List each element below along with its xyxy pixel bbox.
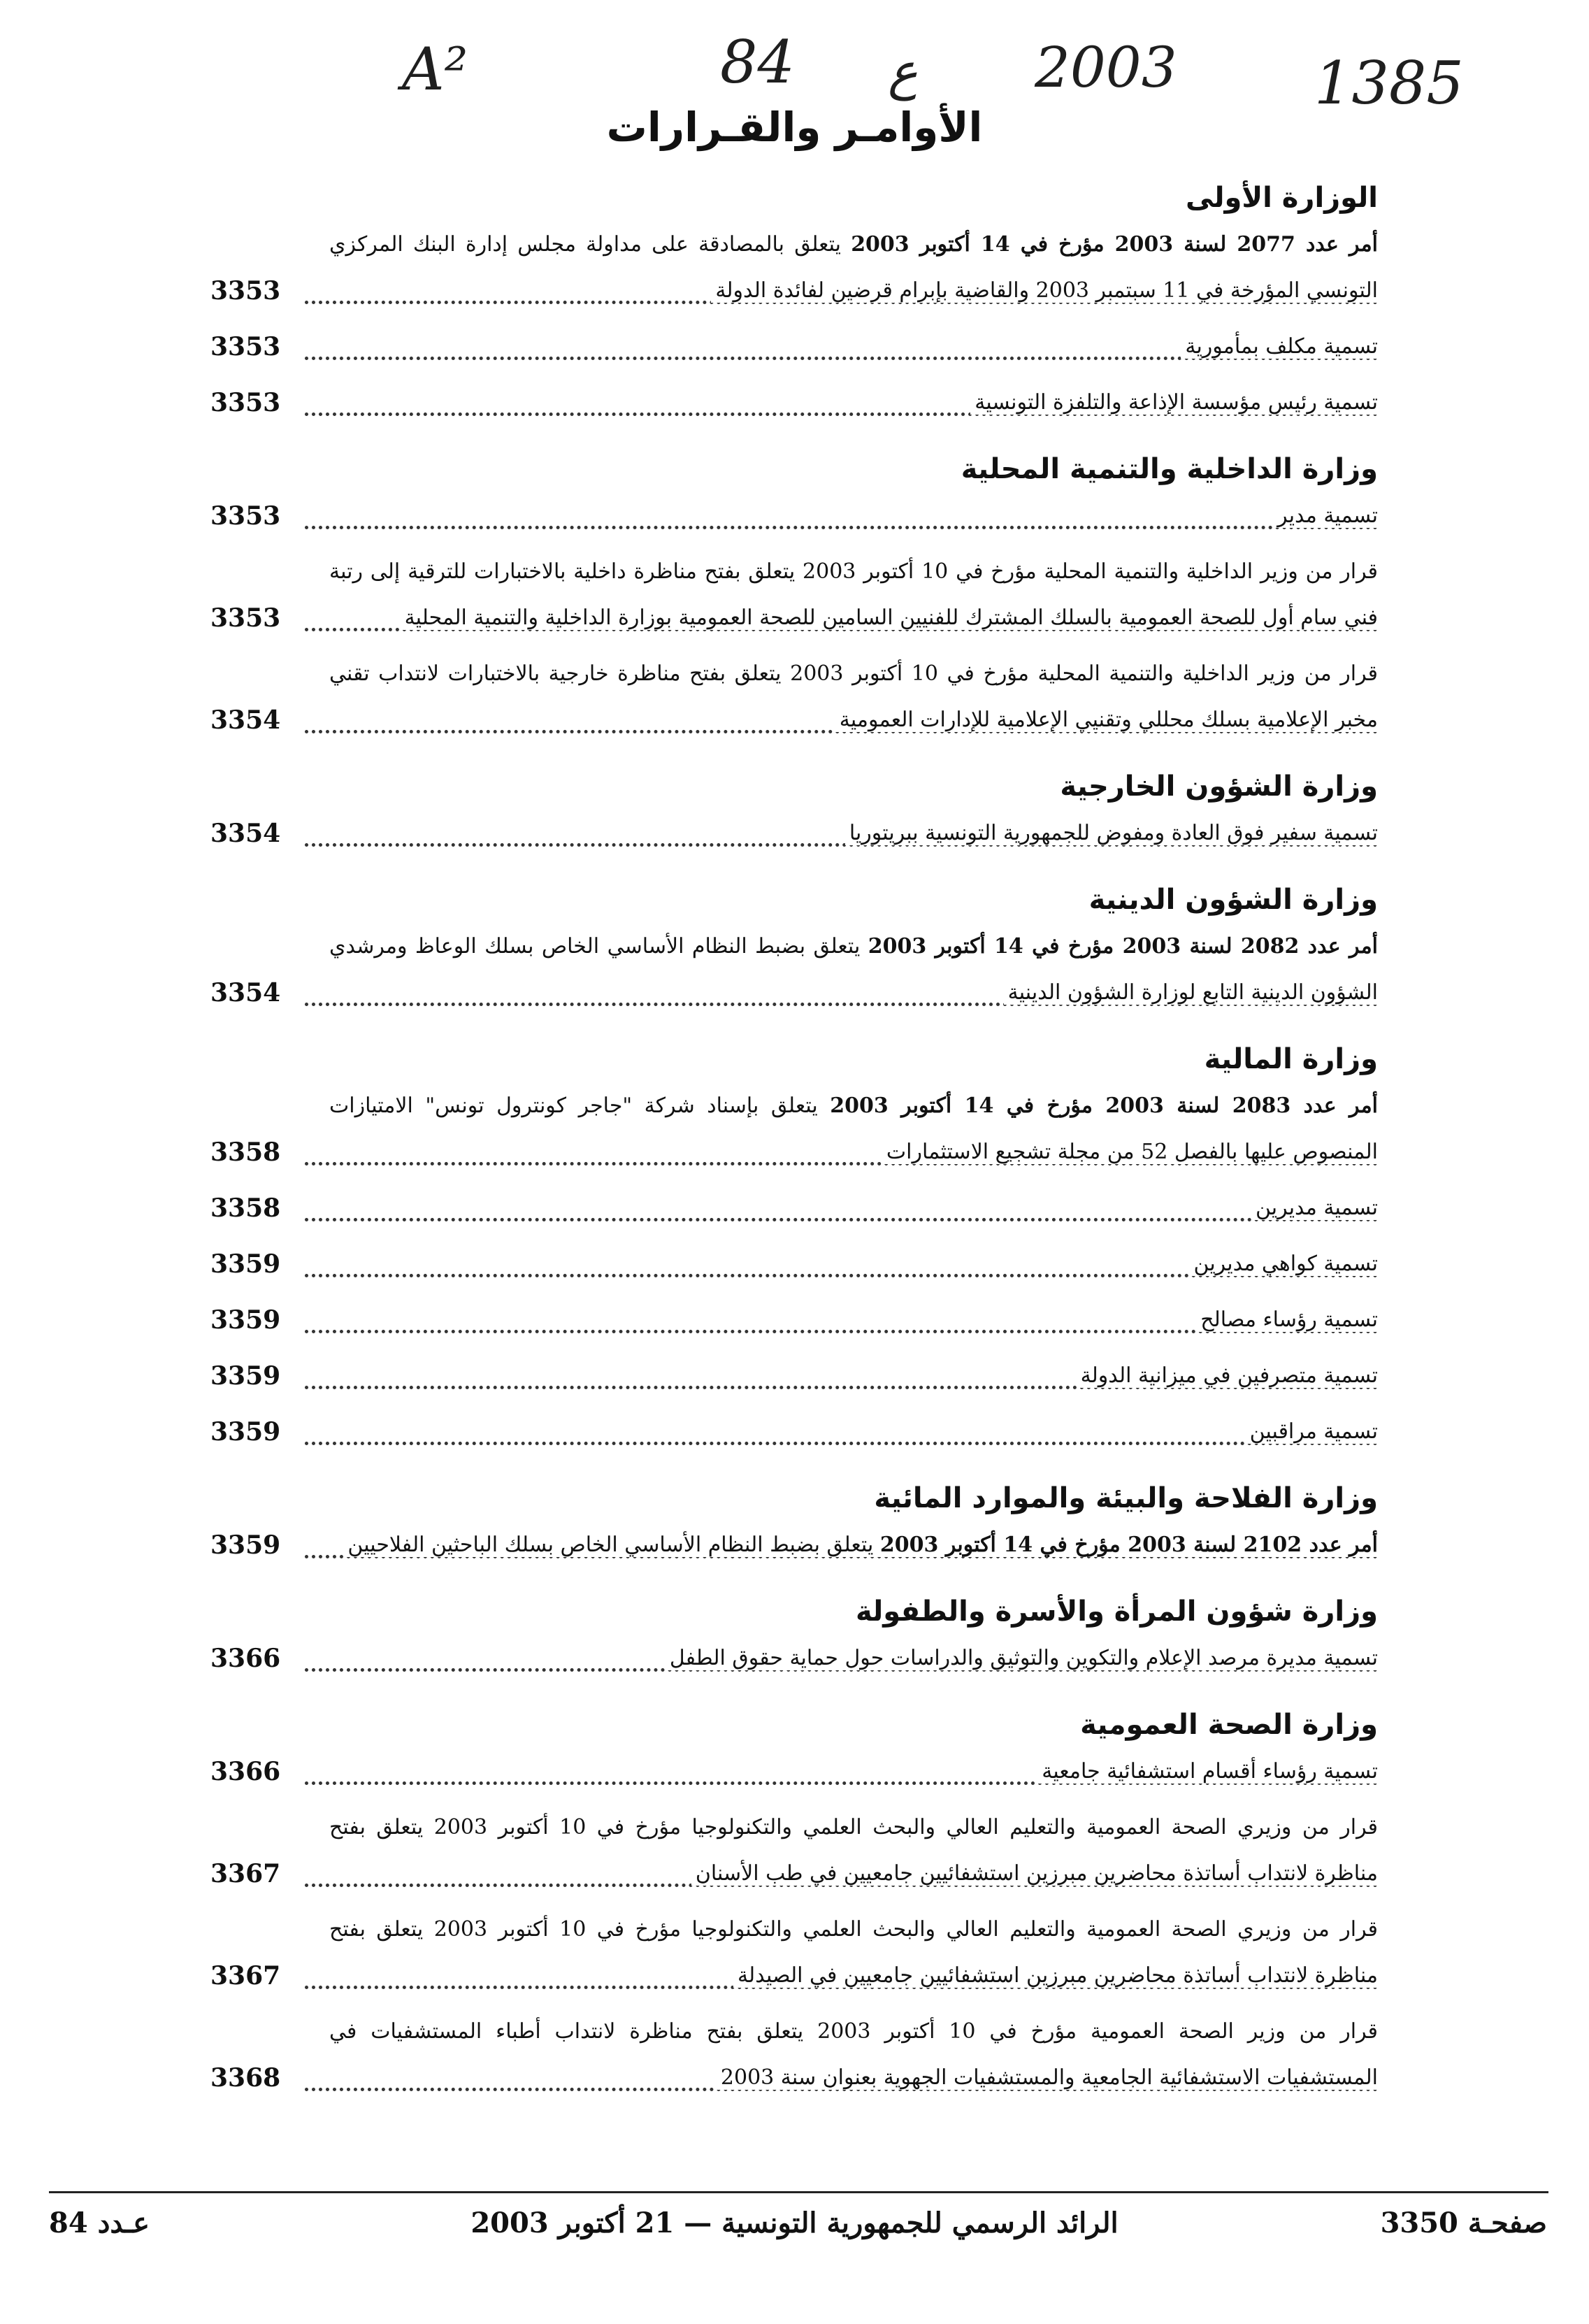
page-reference: 3367 (210, 1859, 281, 1888)
ministry-section (210, 866, 1378, 1016)
page-reference: 3367 (210, 1961, 281, 1991)
ministry-heading: الوزارة الأولى (1186, 182, 1378, 214)
handwritten-mark-number: 1385 (1314, 49, 1464, 117)
ministry-heading: وزارة شؤون المرأة والأسرة والطفولة (855, 1595, 1378, 1628)
page-reference: 3366 (210, 1757, 281, 1786)
ministry-section (210, 1691, 1378, 2101)
page-reference: 3353 (210, 332, 281, 361)
toc-entry[interactable] (210, 1409, 1378, 1455)
page-reference: 3368 (210, 2063, 281, 2093)
ministry-heading: وزارة الفلاحة والبيئة والموارد المائية (874, 1482, 1378, 1514)
toc-entry[interactable] (210, 380, 1378, 426)
entry-description: تسمية مديرين (1255, 1196, 1378, 1220)
toc-entry[interactable] (210, 1749, 1378, 1795)
toc-entry[interactable] (210, 1522, 1378, 1568)
ministry-section (210, 753, 1378, 856)
page-reference: 3359 (210, 1249, 281, 1279)
ministry-section (210, 164, 1378, 426)
entry-description: قرار من وزيري الصحة العمومية والتعليم العالي والبحث العلمي والتكنولوجيا مؤرخ في 10 أكتوبر 2003 يتعلق بفتح مناظرة لانتداب أساتذة محاضرين مبرزين استشفائيين جامعيين في الصيدلة (329, 1917, 1378, 1988)
ministry-heading: وزارة الصحة العمومية (1080, 1709, 1378, 1741)
footer-page-number: صفحـة 3350 (1380, 2207, 1547, 2239)
ministry-heading: وزارة الشؤون الدينية (1088, 884, 1378, 916)
page-title: الأوامـر والقـرارات (606, 103, 983, 151)
ministry-section (210, 1026, 1378, 1455)
page-reference: 3353 (210, 501, 281, 531)
entry-description: يتعلق بضبط النظام الأساسي الخاص بسلك الوعاظ ومرشدي الشؤون الدينية التابع لوزارة الشؤون الدينية (329, 934, 1378, 1005)
entry-description: قرار من وزيري الصحة العمومية والتعليم العالي والبحث العلمي والتكنولوجيا مؤرخ في 10 أكتوبر 2003 يتعلق بفتح مناظرة لانتداب أساتذة محاضرين مبرزين استشفائيين جامعيين في طب الأسنان (329, 1815, 1378, 1886)
entry-description: قرار من وزير الصحة العمومية مؤرخ في 10 أكتوبر 2003 يتعلق بفتح مناظرة لانتداب أطباء المستشفيات في المستشفيات الاستشفائية الجامعية والمستشفيات الجهوية بعنوان سنة 2003 (329, 2019, 1378, 2090)
page-reference: 3353 (210, 603, 281, 633)
toc-entry[interactable] (210, 2009, 1378, 2101)
page-reference: 3366 (210, 1644, 281, 1673)
page-reference: 3353 (210, 388, 281, 417)
toc-entry[interactable] (210, 324, 1378, 370)
toc-entry[interactable] (210, 222, 1378, 314)
entry-description: تسمية مكلف بمأمورية (1185, 334, 1378, 359)
entry-description: تسمية مدير (1277, 503, 1378, 528)
ministry-heading: وزارة المالية (1204, 1043, 1378, 1075)
entry-description: تسمية مديرة مرصد الإعلام والتكوين والتوثيق والدراسات حول حماية حقوق الطفل (669, 1646, 1378, 1670)
page-reference: 3358 (210, 1193, 281, 1223)
entry-description: يتعلق بضبط النظام الأساسي الخاص بسلك الباحثين الفلاحيين (347, 1533, 880, 1557)
decree-reference: أمر عدد 2102 لسنة 2003 مؤرخ في 14 أكتوبر 2003 (879, 1533, 1378, 1557)
toc-entry[interactable] (210, 1907, 1378, 1999)
toc-entry[interactable] (210, 1241, 1378, 1287)
footer-divider (49, 2191, 1548, 2193)
handwritten-mark-year: 2003 (1035, 35, 1177, 100)
page-reference: 3354 (210, 705, 281, 735)
decree-reference: أمر عدد 2082 لسنة 2003 مؤرخ في 14 أكتوبر 2003 (868, 934, 1378, 959)
entry-description: تسمية مراقبين (1249, 1419, 1378, 1444)
toc-entry[interactable] (210, 1297, 1378, 1343)
toc-entry[interactable] (210, 651, 1378, 743)
handwritten-mark-a2: A² (402, 35, 468, 103)
page-reference: 3353 (210, 276, 281, 306)
entry-description: تسمية متصرفين في ميزانية الدولة (1080, 1363, 1378, 1388)
entry-description: تسمية رئيس مؤسسة الإذاعة والتلفزة التونسية (975, 390, 1378, 415)
ministry-heading: وزارة الداخلية والتنمية المحلية (961, 453, 1378, 485)
page-reference: 3358 (210, 1138, 281, 1167)
ministry-heading: وزارة الشؤون الخارجية (1060, 770, 1378, 803)
toc-entry[interactable] (210, 1353, 1378, 1399)
handwritten-mark-ain: ع (888, 42, 918, 101)
decree-reference: أمر عدد 2077 لسنة 2003 مؤرخ في 14 أكتوبر 2003 (851, 232, 1378, 257)
ministry-section (210, 436, 1378, 743)
entry-description: تسمية سفير فوق العادة ومفوض للجمهورية التونسية ببريتوريا (849, 821, 1378, 845)
entry-description: تسمية رؤساء أقسام استشفائية جامعية (1042, 1759, 1378, 1784)
footer-issue-number: عـدد 84 (49, 2207, 150, 2239)
decree-reference: أمر عدد 2083 لسنة 2003 مؤرخ في 14 أكتوبر 2003 (830, 1093, 1378, 1118)
footer-journal-name: الرائد الرسمي للجمهورية التونسية — 21 أكتوبر 2003 (470, 2207, 1119, 2239)
entry-description: يتعلق بالمصادقة على مداولة مجلس إدارة البنك المركزي التونسي المؤرخة في 11 سبتمبر 2003 والقاضية بإبرام قرضين لفائدة الدولة (329, 232, 1378, 303)
toc-entry[interactable] (210, 1635, 1378, 1681)
ministry-section (210, 1465, 1378, 1568)
page-reference: 3354 (210, 978, 281, 1007)
page-reference: 3359 (210, 1530, 281, 1560)
entry-description: تسمية رؤساء مصالح (1200, 1307, 1378, 1332)
entry-description: يتعلق بإسناد شركة "جاجر كونترول تونس" الامتيازات المنصوص عليها بالفصل 52 من مجلة تشجيع الاستثمارات (329, 1093, 1378, 1164)
entry-description: قرار من وزير الداخلية والتنمية المحلية مؤرخ في 10 أكتوبر 2003 يتعلق بفتح مناظرة داخلية بالاختبارات للترقية إلى رتبة فني سام أول للصحة العمومية بالسلك المشترك للفنيين السامين للصحة العمومية بوزارة الداخلية والتنمية المحلية (329, 559, 1378, 630)
ministry-section (210, 1578, 1378, 1681)
toc-entry[interactable] (210, 1805, 1378, 1897)
entry-description: تسمية كواهي مديرين (1193, 1251, 1378, 1276)
page-reference: 3359 (210, 1361, 281, 1391)
handwritten-mark-84: 84 (720, 28, 795, 96)
page-reference: 3359 (210, 1417, 281, 1447)
toc-entry[interactable] (210, 493, 1378, 539)
toc-entry[interactable] (210, 1083, 1378, 1175)
page-reference: 3359 (210, 1305, 281, 1335)
toc-entry[interactable] (210, 924, 1378, 1016)
toc-entry[interactable] (210, 1185, 1378, 1231)
page-reference: 3354 (210, 819, 281, 848)
toc-entry[interactable] (210, 810, 1378, 856)
table-of-contents (210, 164, 1378, 2111)
entry-description: قرار من وزير الداخلية والتنمية المحلية مؤرخ في 10 أكتوبر 2003 يتعلق بفتح مناظرة خارجية بالاختبارات لانتداب تقني مخبر الإعلامية بسلك محللي وتقنيي الإعلامية للإدارات العمومية (329, 661, 1378, 732)
toc-entry[interactable] (210, 549, 1378, 641)
